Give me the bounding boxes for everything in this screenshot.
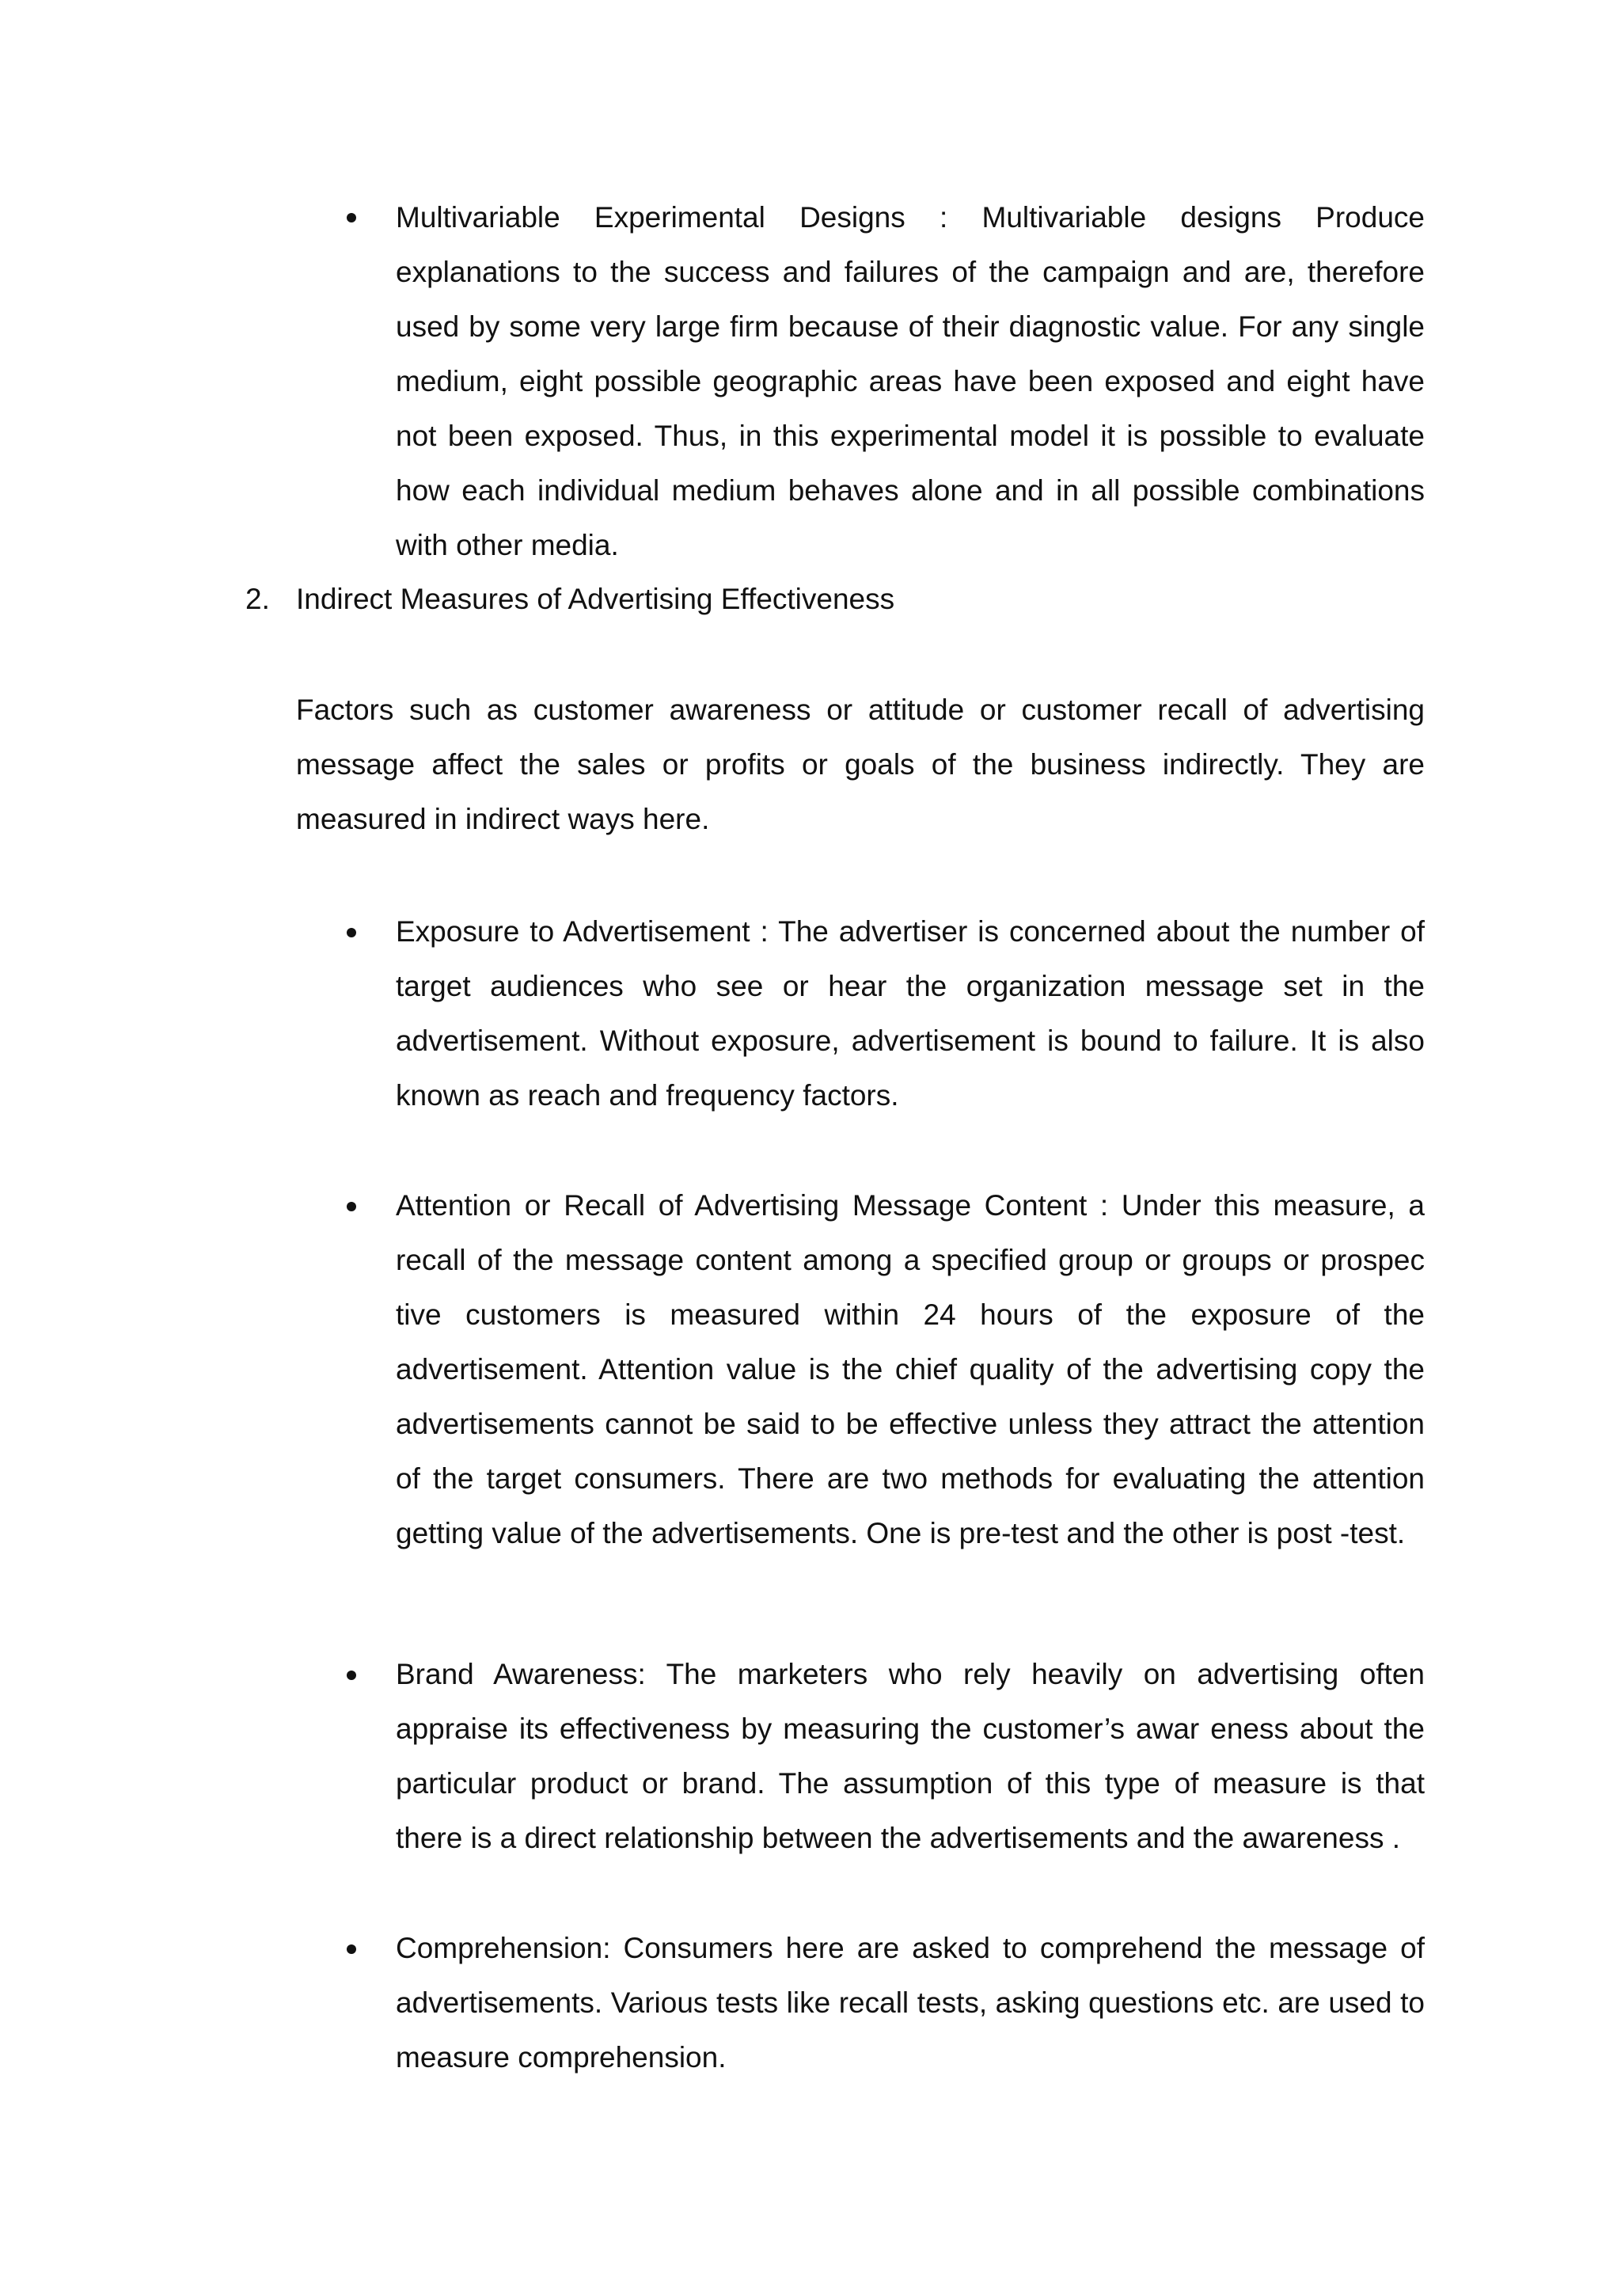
bullet-attention-recall: Attention or Recall of Advertising Message Content : Under this measure, a recall of the message content among a specified group or groups or prospec tive customers is measured within 24 hours of the exposure of the advertisement. Attention value is the chief quality of the advertising copy the advertisements cannot be said to be effective unless they attract the attention of the target consumers. There are two methods for evaluating the attention getting value of the advertisements. One is pre-test and the other is post -test. xyxy=(396,1189,1425,1549)
section-title: Indirect Measures of Advertising Effectiveness xyxy=(296,583,895,615)
section-number: 2. xyxy=(245,583,270,615)
bullet-exposure: Exposure to Advertisement : The advertiser is concerned about the number of target audiences who see or hear the organization message set in the advertisement. Without exposure, advertisement is bound to failure. It is also known as reach and frequency factors. xyxy=(396,915,1425,1112)
bullet-icon xyxy=(347,1202,356,1211)
bullet-multivariable-designs: Multivariable Experimental Designs : Multivariable designs Produce explanations to the success and failures of the campaign and are, therefore used by some very large firm because of their diagnostic value. For any single medium, eight possible geographic areas have been exposed and eight have not been exposed. Thus, in this experimental model it is possible to evaluate how each individual medium behaves alone and in all possible combinations with other media. xyxy=(396,201,1425,561)
bullet-comprehension: Comprehension: Consumers here are asked to comprehend the message of advertisements. Various tests like recall tests, asking questions etc. are used to measure comprehension. xyxy=(396,1932,1425,2074)
bullet-icon xyxy=(347,1671,356,1680)
bullet-brand-awareness: Brand Awareness: The marketers who rely heavily on advertising often appraise its effectiveness by measuring the customer’s awar eness about the particular product or brand. The assumption of this type of measure is that there is a direct relationship between the advertisements and the awareness . xyxy=(396,1658,1425,1854)
bullet-icon xyxy=(347,1944,356,1954)
bullet-icon xyxy=(347,928,356,937)
bullet-icon xyxy=(347,213,356,222)
section-intro-paragraph: Factors such as customer awareness or attitude or customer recall of advertising message affect the sales or profits or goals of the business indirectly. They are measured in indirect ways here. xyxy=(296,694,1425,835)
